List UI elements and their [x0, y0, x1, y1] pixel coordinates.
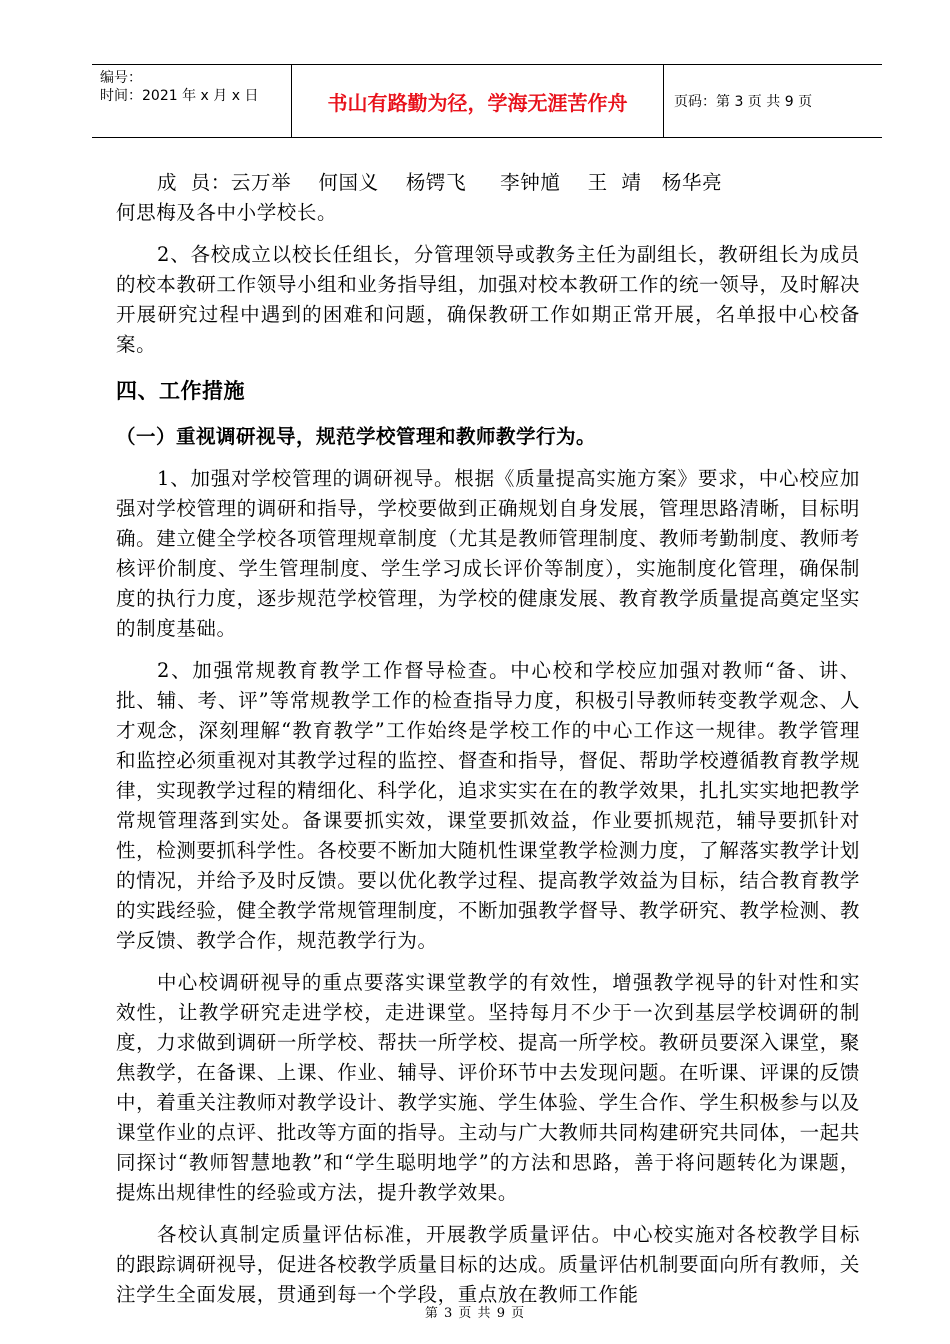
- time-label: 时间：2021 年 x 月 x 日: [100, 88, 259, 104]
- paragraph-2: 2、各校成立以校长任组长，分管理领导或教务主任为副组长，教研组长为成员的校本教研工作领导小组和业务指导组，加强对校本教研工作的统一领导，及时解决开展研究过程中遇到的困难和问题，确保教研工作如期正常开展，名单报中心校备案。: [116, 243, 860, 356]
- members-line-2: 何思梅及各中小学校长。: [116, 201, 338, 224]
- header-page-info: 页码：第 3 页 共 9 页: [674, 94, 813, 110]
- document-body: [116, 168, 860, 1310]
- header-meta: [92, 65, 292, 137]
- page-footer: 第 3 页 共 9 页: [424, 1306, 526, 1321]
- header-motto: 书山有路勤为径，学海无涯苦作舟: [292, 65, 664, 137]
- paragraph-1-3: 中心校调研视导的重点要落实课堂教学的有效性，增强教学视导的针对性和实效性，让教学研究走进学校，走进课堂。坚持每月不少于一次到基层学校调研的制度，力求做到调研一所学校、帮扶一所学校、提高一所学校。教研员要深入课堂，聚焦教学，在备课、上课、作业、辅导、评价环节中去发现问题。在听课、评课的反馈中，着重关注教师对教学设计、教学实施、学生体验、学生合作、学生积极参与以及课堂作业的点评、批改等方面的指导。主动与广大教师共同构建研究共同体，一起共同探讨“教师智慧地教”和“学生聪明地学”的方法和思路，善于将问题转化为课题，提炼出规律性的经验或方法，提升教学效果。: [116, 971, 860, 1204]
- section-heading: 四、工作措施: [116, 379, 245, 403]
- paragraph-1-1: 1、加强对学校管理的调研视导。根据《质量提高实施方案》要求，中心校应加强对学校管理的调研和指导，学校要做到正确规划自身发展，管理思路清晰，目标明确。建立健全学校各项管理规章制度（尤其是教师管理制度、教师考勤制度、教师考核评价制度、学生管理制度、学生学习成长评价等制度），实施制度化管理，确保制度的执行力度，逐步规范学校管理，为学校的健康发展、教育教学质量提高奠定坚实的制度基础。: [116, 467, 860, 640]
- number-label: 编号：: [100, 70, 142, 86]
- paragraph-1-4: 各校认真制定质量评估标准，开展教学质量评估。中心校实施对各校教学目标的跟踪调研视导，促进各校教学质量目标的达成。质量评估机制要面向所有教师，关注学生全面发展，贯通到每一个学段，重点放在教师工作能: [116, 1223, 860, 1306]
- paragraph-1-2: 2、加强常规教育教学工作督导检查。中心校和学校应加强对教师“备、讲、批、辅、考、评”等常规教学工作的检查指导力度，积极引导教师转变教学观念、人才观念，深刻理解“教育教学”工作始终是学校工作的中心工作这一规律。教学管理和监控必须重视对其教学过程的监控、督查和指导，督促、帮助学校遵循教育教学规律，实现教学过程的精细化、科学化，追求实实在在的教学效果，扎扎实实地把教学常规管理落到实处。备课要抓实效，课堂要抓效益，作业要抓规范，辅导要抓针对性，检测要抓科学性。各校要不断加大随机性课堂教学检测力度，了解落实教学计划的情况，并给予及时反馈。要以优化教学过程、提高教学效益为目标，结合教育教学的实践经验，健全教学常规管理制度，不断加强教学督导、教学研究、教学检测、教学反馈、教学合作，规范教学行为。: [116, 659, 860, 952]
- page-header: [92, 64, 882, 138]
- members-line-1: 成 员：云万举 何国义 杨锷飞 李钟馗 王 靖 杨华亮: [157, 171, 723, 194]
- subsection-heading: （一）重视调研视导，规范学校管理和教师教学行为。: [116, 425, 597, 448]
